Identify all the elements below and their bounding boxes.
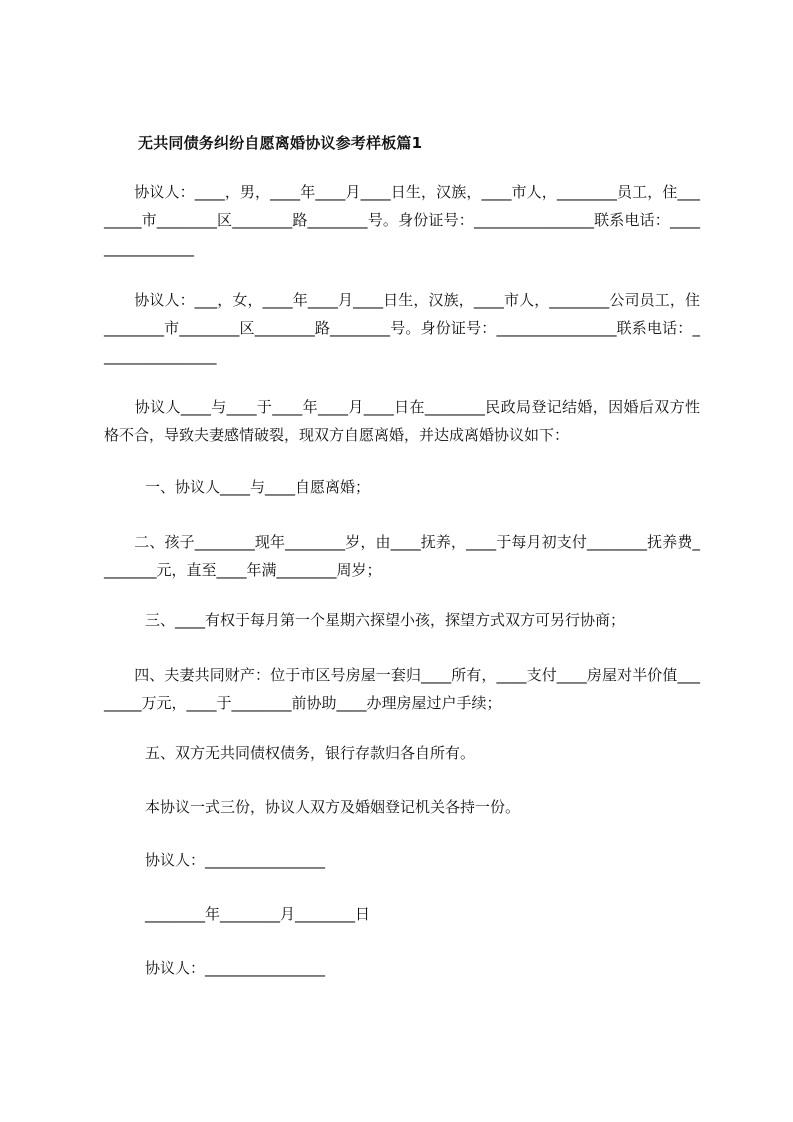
signature-line-2: 协议人：________________ (145, 959, 326, 977)
clause-5: 五、双方无共同债权债务，银行存款归各自所有。 (145, 744, 476, 762)
clause-4: 四、夫妻共同财产：位于市区号房屋一套归____所有，____支付____房屋对半价值________万元，____于________前协助____办理房屋过户手续； (104, 666, 700, 712)
date-line: ________年________月________日 (145, 905, 371, 923)
clause-2: 二、孩子________现年________岁，由____抚养，____于每月初支付________抚养费________元，直至____年满________周岁； (104, 533, 700, 579)
document-title: 无共同债务纠纷自愿离婚协议参考样板篇1 (138, 134, 423, 152)
party-female-paragraph: 协议人：___，女，____年____月____日生，汉族，____市人，________公司员工，住________市________区________路________号。身份证号：________________联系电话：________________ (104, 291, 700, 365)
intro-paragraph: 协议人____与____于____年____月____日在________民政局登记结婚，因婚后双方性格不合，导致夫妻感情破裂，现双方自愿离婚，并达成离婚协议如下： (104, 398, 700, 444)
copies-statement: 本协议一式三份，协议人双方及婚姻登记机关各持一份。 (145, 798, 521, 816)
clause-3: 三、____有权于每月第一个星期六探望小孩，探望方式双方可另行协商； (145, 611, 626, 629)
clause-1: 一、协议人____与____自愿离婚； (145, 478, 371, 496)
party-male-paragraph: 协议人：____，男，____年____月____日生，汉族，____市人，________员工，住________市________区________路________号。身份证号：________________联系电话：________________ (104, 183, 700, 257)
signature-line-1: 协议人：________________ (145, 851, 326, 869)
